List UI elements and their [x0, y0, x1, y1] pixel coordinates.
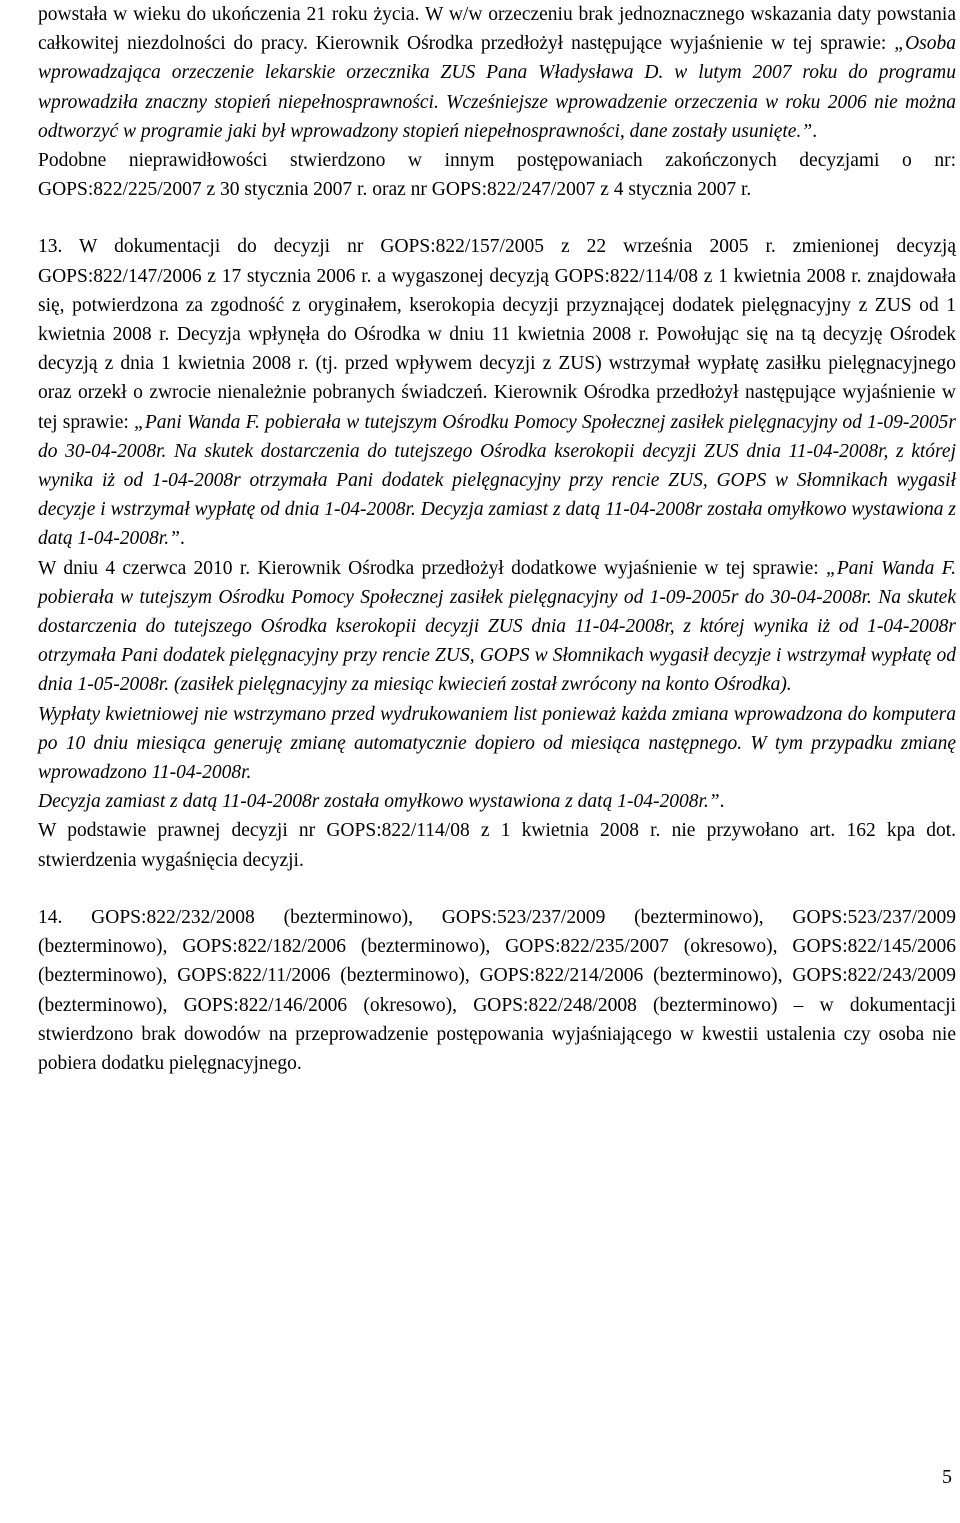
text-run: W dokumentacji do decyzji nr GOPS:822/157/2005 z 22 września 2005 r. zmienionej decyzją GOPS:822/147/2006 z 17 stycznia 2006 r. a wygaszonej decyzją GOPS:822/114/08 z 1 kwietnia 2008 r. znajdowała się, potwierdzona za zgodność z oryginałem, kserokopia decyzji przyznającej dodatek pielęgnacyjny z ZUS od 1 kwietnia 2008 r. Decyzja wpłynęła do Ośrodka w dniu 11 kwietnia 2008 r. Powołując się na tą decyzję Ośrodek decyzją z dnia 1 kwietnia 2008 r. (tj. przed wpływem decyzji z ZUS) wstrzymał wypłatę zasiłku pielęgnacyjnego oraz orzekł o zwrocie nienależnie pobranych świadczeń. Kierownik Ośrodka przedłożył następujące wyjaśnienie w tej sprawie:	[38, 236, 956, 433]
text-run: Podobne nieprawidłowości stwierdzono w innym postępowaniach zakończonych decyzjami o nr: GOPS:822/225/2007 z 30 stycznia 2007 r. oraz nr GOPS:822/247/2007 z 4 stycznia 2007 r.	[38, 150, 956, 201]
quote-run: „Osoba wprowadzająca orzeczenie lekarskie orzecznika ZUS Pana Władysława D. w lutym 2007 roku do programu wprowadziła znaczny stopień niepełnosprawności. Wcześniejsze wprowadzenie orzeczenia w roku 2006 nie można odtworzyć w programie jaki był wprowadzony stopień niepełnosprawności, dane zostały usunięte.”	[38, 33, 956, 142]
text-run: .	[812, 120, 818, 142]
document-page	[38, 0, 956, 1078]
list-item-14	[38, 903, 956, 1078]
quote-run: Wypłaty kwietniowej nie wstrzymano przed wydrukowaniem list ponieważ każda zmiana wprowadzona do komputera po 10 dniu miesiąca generuję zmianę automatycznie dopiero od miesiąca następnego. W tym przypadku zmianę wprowadzono 11-04-2008r.	[38, 703, 956, 784]
page-number: 5	[942, 1466, 952, 1488]
text-run: .	[719, 791, 725, 813]
quote-run: Decyzja zamiast z datą 11-04-2008r została omyłkowo wystawiona z datą 1-04-2008r.”	[38, 791, 720, 813]
text-run: W podstawie prawnej decyzji nr GOPS:822/114/08 z 1 kwietnia 2008 r. nie przywołano art. 162 kpa dot. stwierdzenia wygaśnięcia decyzji.	[38, 820, 956, 871]
text-run: W dniu 4 czerwca 2010 r. Kierownik Ośrodka przedłożył dodatkowe wyjaśnienie w tej sprawie:	[38, 557, 826, 579]
text-run: .	[179, 528, 185, 550]
item-14-text	[38, 903, 956, 1078]
item-number: 14.	[38, 906, 63, 928]
item-number: 13.	[38, 236, 63, 258]
text-run: powstała w wieku do ukończenia 21 roku życia. W w/w orzeczeniu brak jednoznacznego wskazania daty powstania całkowitej niezdolności do pracy. Kierownik Ośrodka przedłożył następujące wyjaśnienie w tej sprawie:	[38, 4, 956, 55]
list-item-13	[38, 232, 956, 874]
text-run: GOPS:822/232/2008 (bezterminowo), GOPS:523/237/2009 (bezterminowo), GOPS:523/237/2009 (bezterminowo), GOPS:822/182/2006 (bezterminowo), GOPS:822/235/2007 (okresowo), GOPS:822/145/2006 (bezterminowo), GOPS:822/11/2006 (bezterminowo), GOPS:822/214/2006 (bezterminowo), GOPS:822/243/2009 (bezterminowo), GOPS:822/146/2006 (okresowo), GOPS:822/248/2008 (bezterminowo) – w dokumentacji stwierdzono brak dowodów na przeprowadzenie postępowania wyjaśniającego w kwestii ustalenia czy osoba nie pobiera dodatku pielęgnacyjnego.	[38, 906, 956, 1074]
paragraph-continuation	[38, 0, 956, 204]
item-13-text	[38, 232, 956, 874]
quote-run: „Pani Wanda F. pobierała w tutejszym Ośrodku Pomocy Społecznej zasiłek pielęgnacyjny od 1-09-2005r do 30-04-2008r. Na skutek dostarczenia do tutejszego Ośrodka kserokopii decyzji ZUS dnia 11-04-2008r, z której wynika iż od 1-04-2008r otrzymała Pani dodatek pielęgnacyjny przy rencie ZUS, GOPS w Słomnikach wygasił decyzje i wstrzymał wypłatę od dnia 1-05-2008r. (zasiłek pielęgnacyjny za miesiąc kwiecień został zwrócony na konto Ośrodka).	[38, 557, 956, 696]
quote-run: „Pani Wanda F. pobierała w tutejszym Ośrodku Pomocy Społecznej zasiłek pielęgnacyjny od 1-09-2005r do 30-04-2008r. Na skutek dostarczenia do tutejszego Ośrodka kserokopii decyzji ZUS dnia 11-04-2008r, z której wynika iż od 1-04-2008r otrzymała Pani dodatek pielęgnacyjny przy rencie ZUS, GOPS w Słomnikach wygasił decyzje i wstrzymał wypłatę od dnia 1-04-2008r. Decyzja zamiast z datą 11-04-2008r została omyłkowo wystawiona z datą 1-04-2008r.”	[38, 411, 956, 550]
